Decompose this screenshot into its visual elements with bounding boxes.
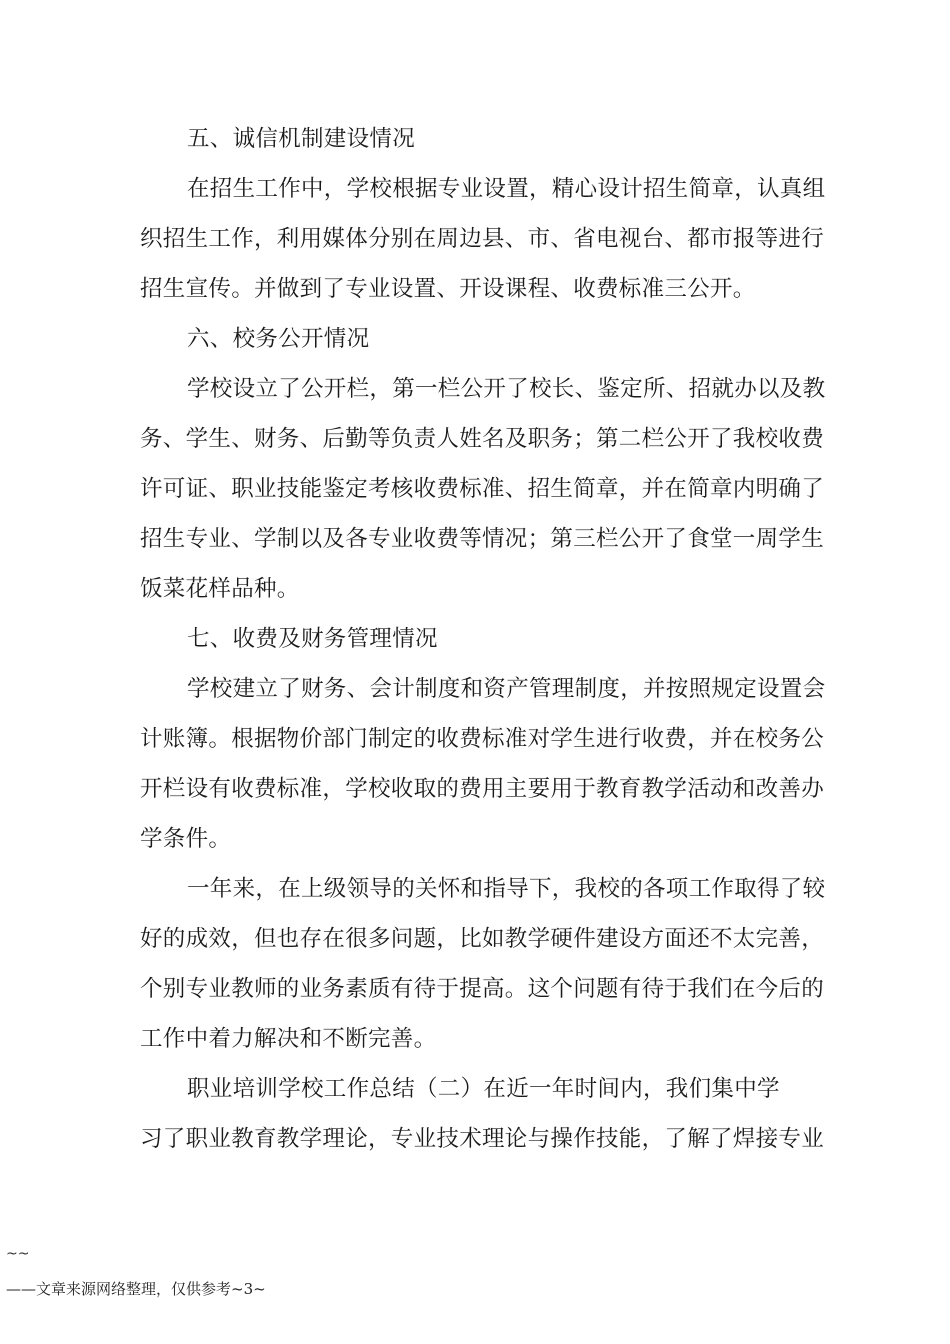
paragraph-line: 织招生工作，利用媒体分别在周边县、市、省电视台、都市报等进行 (140, 226, 825, 252)
paragraph-line: 个别专业教师的业务素质有待于提高。这个问题有待于我们在今后的 (140, 976, 825, 1002)
paragraph-line: 招生宣传。并做到了专业设置、开设课程、收费标准三公开。 (140, 276, 756, 302)
paragraph-line: 饭菜花样品种。 (140, 576, 300, 602)
paragraph-line: 计账簿。根据物价部门制定的收费标准对学生进行收费，并在校务公 (140, 726, 825, 752)
page-number: ~3~ (231, 1280, 266, 1298)
paragraph-line: 在招生工作中，学校根据专业设置，精心设计招生简章，认真组 (187, 176, 826, 202)
paragraph-line: 务、学生、财务、后勤等负责人姓名及职务；第二栏公开了我校收费 (140, 426, 825, 452)
paragraph-line: 许可证、职业技能鉴定考核收费标准、招生简章，并在简章内明确了 (140, 476, 825, 502)
heading-section-5: 五、诚信机制建设情况 (187, 126, 416, 152)
paragraph-line: 招生专业、学制以及各专业收费等情况；第三栏公开了食堂一周学生 (140, 526, 825, 552)
paragraph-line: 学条件。 (140, 826, 232, 852)
heading-section-6: 六、校务公开情况 (187, 326, 370, 352)
paragraph-line: 工作中着力解决和不断完善。 (140, 1026, 437, 1052)
footer-source-text: ——文章来源网络整理，仅供参考 (6, 1280, 232, 1298)
heading-section-7: 七、收费及财务管理情况 (187, 626, 438, 652)
paragraph-line: 习了职业教育教学理论，专业技术理论与操作技能，了解了焊接专业 (140, 1126, 825, 1152)
paragraph-line: 开栏设有收费标准，学校收取的费用主要用于教育教学活动和改善办 (140, 776, 825, 802)
paragraph-line: 学校建立了财务、会计制度和资产管理制度，并按照规定设置会 (187, 676, 826, 702)
paragraph-line: 一年来，在上级领导的关怀和指导下，我校的各项工作取得了较 (187, 876, 826, 902)
footer-mark: ~~ (6, 1246, 30, 1262)
paragraph-line: 职业培训学校工作总结（二）在近一年时间内，我们集中学 (187, 1076, 780, 1102)
paragraph-line: 好的成效，但也存在很多问题，比如教学硬件建设方面还不太完善， (140, 926, 825, 952)
paragraph-line: 学校设立了公开栏，第一栏公开了校长、鉴定所、招就办以及教 (187, 376, 826, 402)
footer-note (6, 1278, 266, 1299)
